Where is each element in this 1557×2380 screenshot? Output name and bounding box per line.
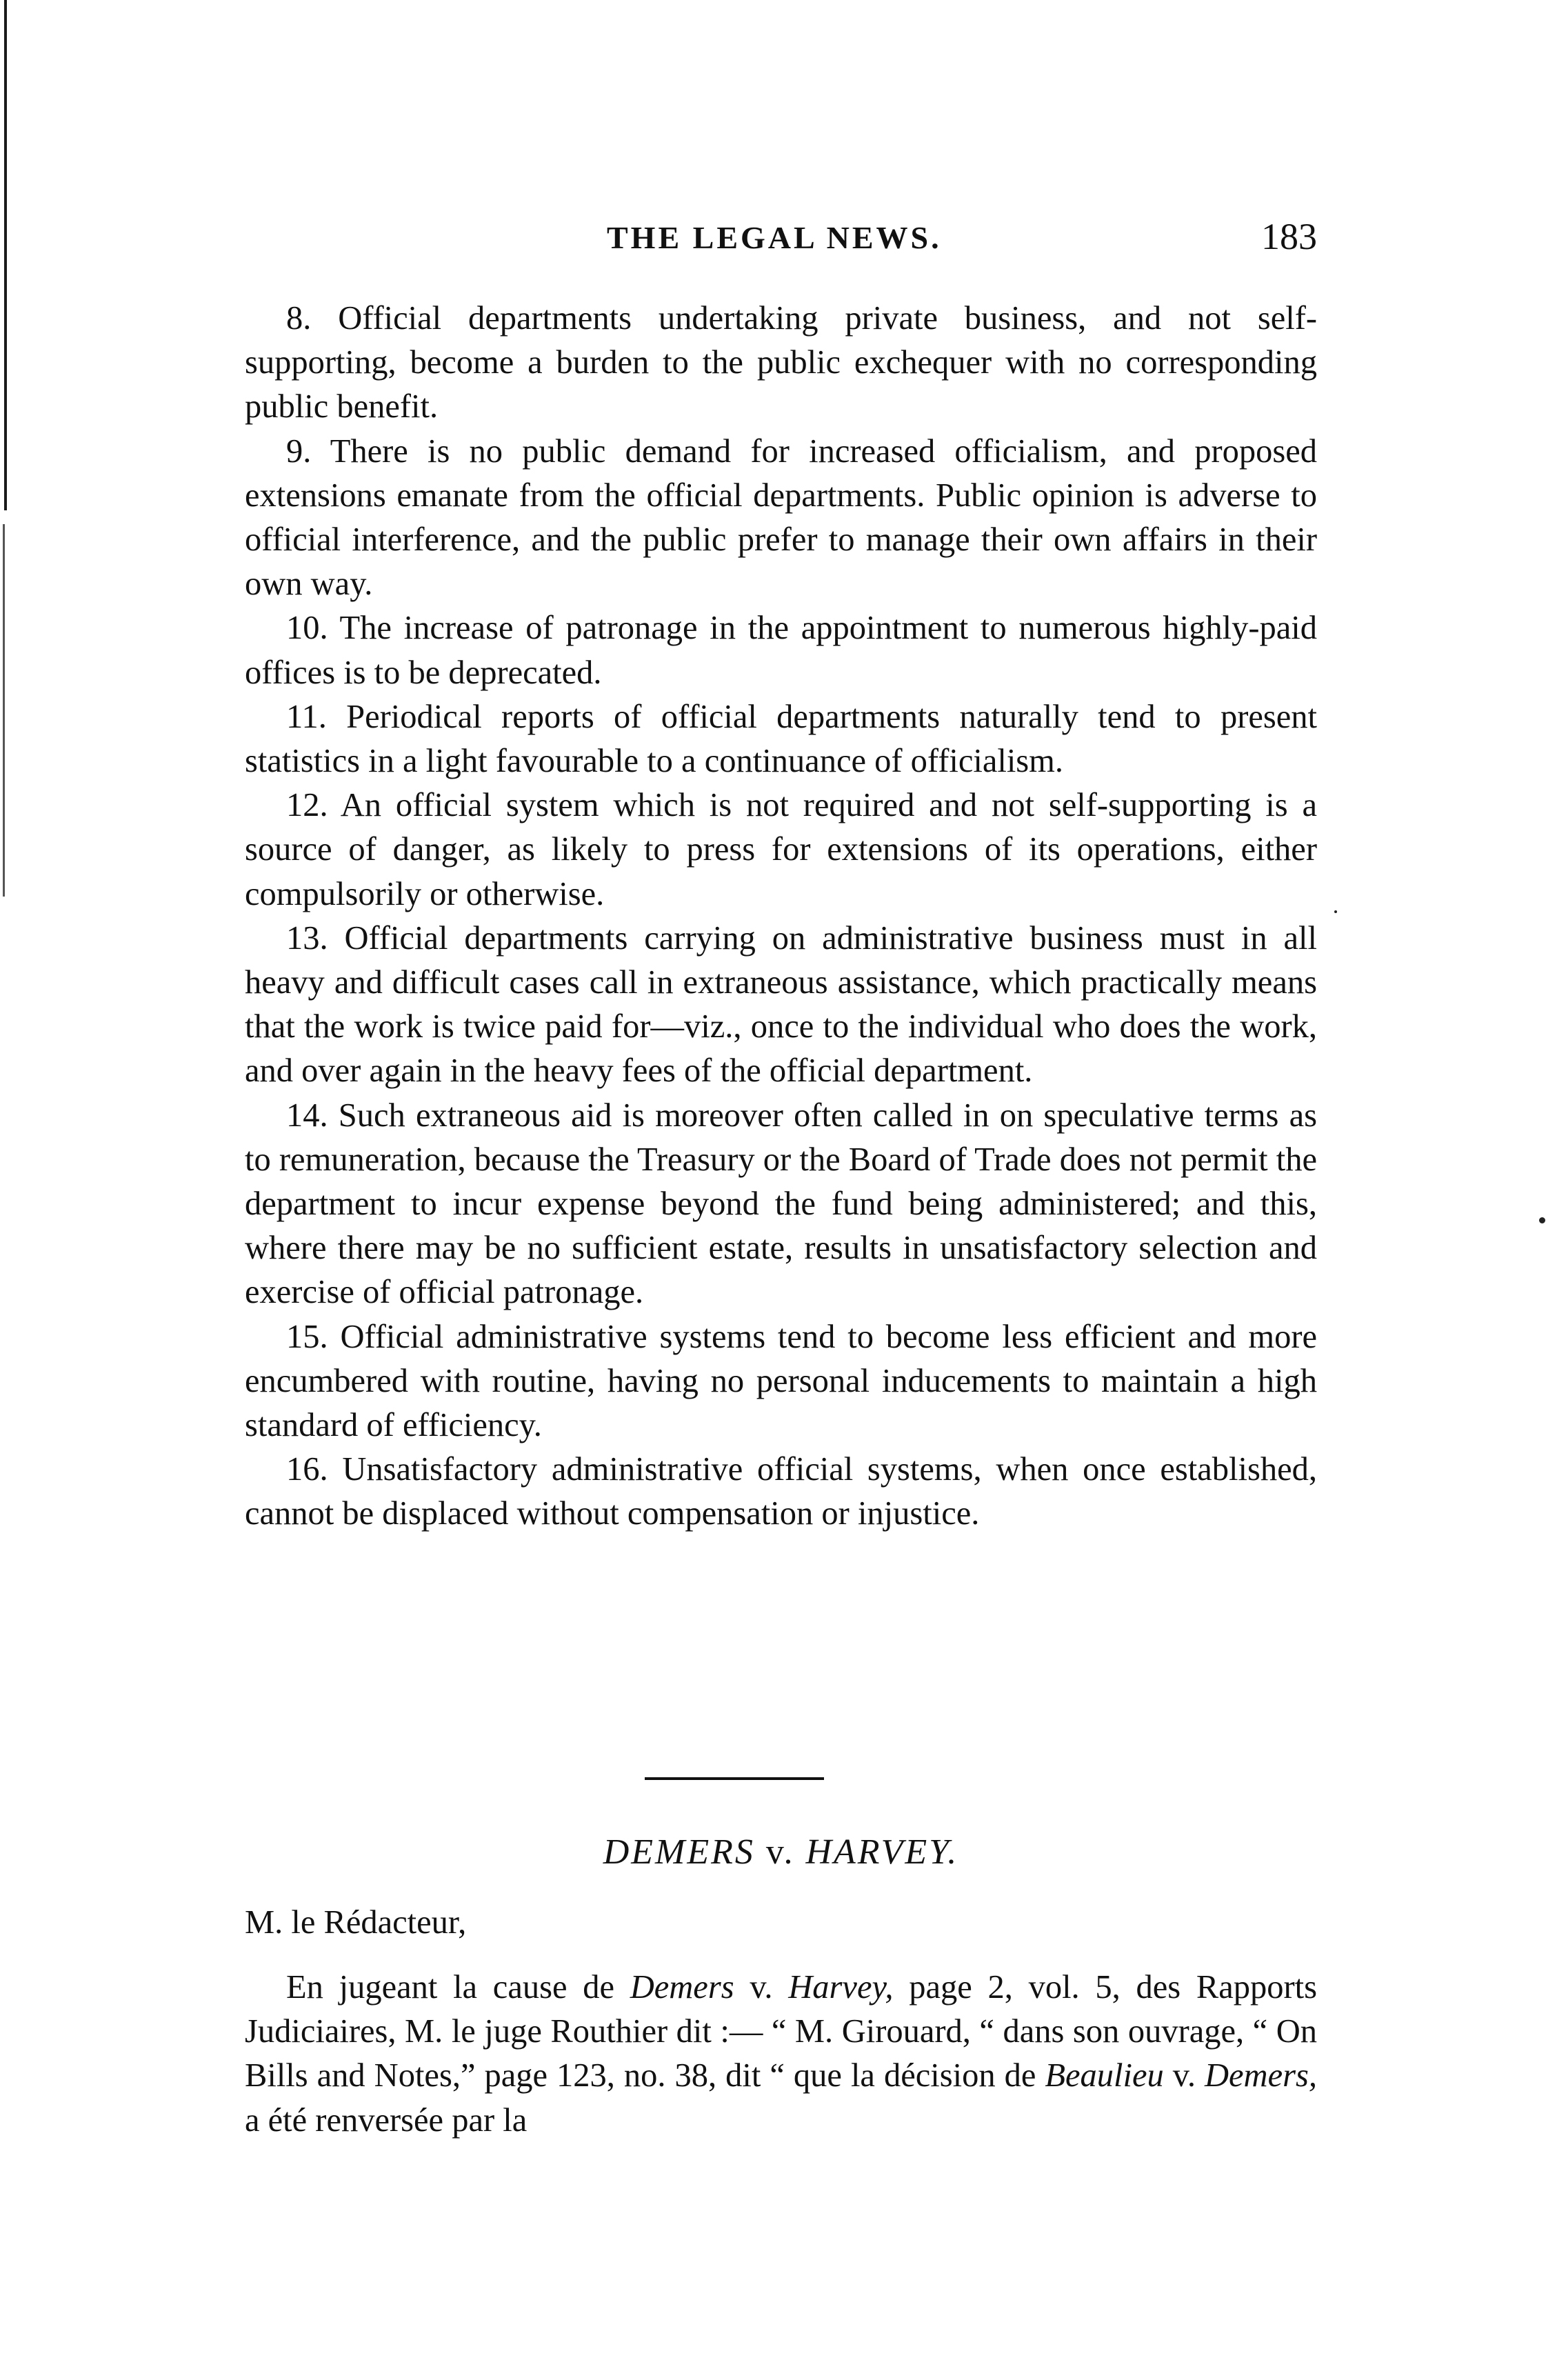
section-divider xyxy=(645,1777,824,1780)
case-name-harvey: Harvey, xyxy=(788,1969,894,2006)
paragraph-14: 14. Such extraneous aid is moreover often called in on speculative terms as to remuneration, because the Treasury or the Board of Trade does not permit the department to incur expense beyond the fund being administered; and this, where there may be no sufficient estate, results in unsatisfactory selection and exercise of official patronage. xyxy=(245,1097,1317,1311)
case-name-beaulieu: Beaulieu xyxy=(1045,2057,1164,2094)
paragraph-9: 9. There is no public demand for increased officialism, and proposed extensions emanate from the official departments. Public opinion is adverse to official interference, and the public prefer to manage their own affairs in their own way. xyxy=(245,432,1317,603)
paragraph-10: 10. The increase of patronage in the appointment to numerous highly-paid offices is to be deprecated. xyxy=(245,610,1317,691)
scan-speck xyxy=(1539,1217,1545,1223)
case-name-demers: Demers xyxy=(630,1969,734,2006)
running-head xyxy=(245,216,1317,268)
letter-text-segment: page 2, vol. 5, des Rapports Judiciaires, M. le juge Routhier dit :— “ M. Girouard, “ dans son ouvrage, “ On Bills and Notes,” page 123, no. 38, dit “ que la décision de xyxy=(245,1969,1317,2094)
scan-speck xyxy=(1334,910,1337,913)
letter-text-segment: a été renversée par la xyxy=(245,2101,528,2139)
letter-paragraph xyxy=(245,1966,1317,2143)
scan-binding-edge-lower xyxy=(3,524,5,897)
paragraph-16: 16. Unsatisfactory administrative official systems, when once established, cannot be displaced without compensation or injustice. xyxy=(245,1451,1317,1532)
running-title: THE LEGAL NEWS. xyxy=(607,220,942,255)
article-body xyxy=(245,297,1317,1537)
case-name-demers-2: Demers, xyxy=(1205,2057,1317,2094)
letter-salutation: M. le Rédacteur, xyxy=(245,1904,467,1941)
letter-text-segment: En jugeant la cause de xyxy=(286,1969,630,2006)
letter-body xyxy=(245,1966,1317,2143)
case-title xyxy=(245,1832,1317,1872)
case-versus: v. xyxy=(765,1832,795,1872)
case-plaintiff: DEMERS xyxy=(603,1832,755,1872)
page-number: 183 xyxy=(1261,216,1317,257)
letter-text-segment: v. xyxy=(734,1969,789,2006)
paragraph-12: 12. An official system which is not required and not self-supporting is a source of danger, as likely to press for extensions of its operations, either compulsorily or otherwise. xyxy=(245,787,1317,912)
paragraph-15: 15. Official administrative systems tend to become less efficient and more encumbered with routine, having no personal inducements to maintain a high standard of efficiency. xyxy=(245,1318,1317,1444)
paragraph-11: 11. Periodical reports of official departments naturally tend to present statistics in a light favourable to a continuance of officialism. xyxy=(245,698,1317,780)
scan-binding-edge xyxy=(4,0,7,510)
case-defendant: HARVEY. xyxy=(805,1832,959,1872)
paragraph-13: 13. Official departments carrying on administrative business must in all heavy and difficult cases call in extraneous assistance, which practically means that the work is twice paid for—viz., once to the individual who does the work, and over again in the heavy fees of the official department. xyxy=(245,919,1317,1090)
paragraph-8: 8. Official departments undertaking private business, and not self-supporting, become a burden to the public exchequer with no corresponding public benefit. xyxy=(245,300,1317,426)
letter-text-segment: v. xyxy=(1163,2057,1205,2094)
